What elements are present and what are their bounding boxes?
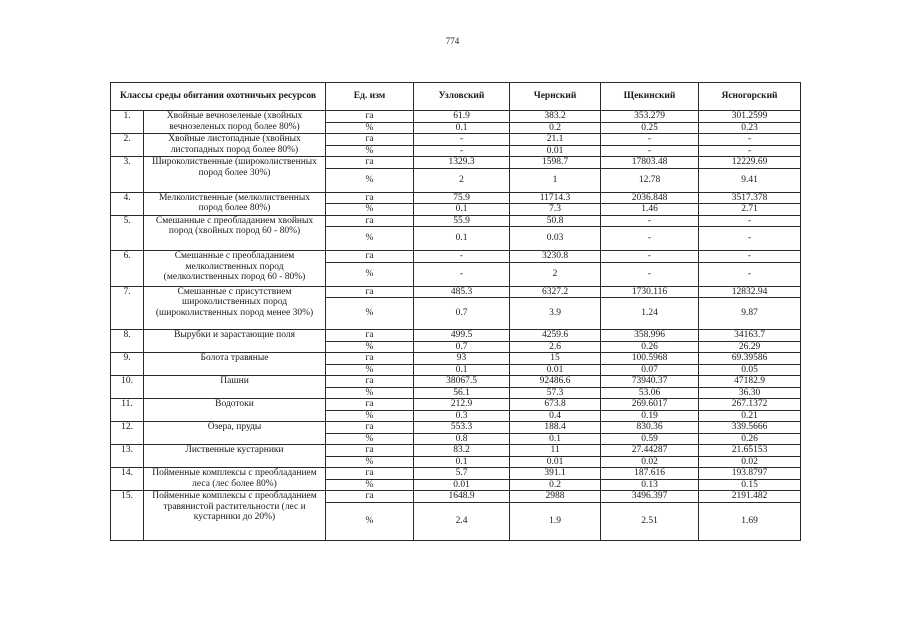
shchekinsky-cell: 0.26 xyxy=(601,341,699,353)
chernsky-cell: 0.2 xyxy=(510,122,601,134)
uzlovsky-cell: 0.8 xyxy=(414,433,510,445)
unit-cell: % xyxy=(326,227,414,251)
row-number: 6. xyxy=(111,251,144,287)
chernsky-cell: 391.1 xyxy=(510,468,601,480)
habitat-class-name: Лиственные кустарники xyxy=(144,445,326,468)
yasnogorsky-cell: - xyxy=(699,227,801,251)
shchekinsky-cell: 2.51 xyxy=(601,502,699,540)
uzlovsky-cell: 2 xyxy=(414,168,510,192)
shchekinsky-cell: 27.44287 xyxy=(601,445,699,457)
chernsky-cell: 383.2 xyxy=(510,111,601,123)
chernsky-cell: 0.03 xyxy=(510,227,601,251)
habitat-class-name: Водотоки xyxy=(144,399,326,422)
row-number: 12. xyxy=(111,422,144,445)
uzlovsky-cell: 0.1 xyxy=(414,227,510,251)
unit-cell: % xyxy=(326,456,414,468)
chernsky-cell: 0.01 xyxy=(510,145,601,157)
table-row xyxy=(111,353,801,365)
row-number: 8. xyxy=(111,330,144,353)
chernsky-cell: 11714.3 xyxy=(510,192,601,204)
habitat-class-name: Хвойные вечнозеленые (хвойных вечнозеленых пород более 80%) xyxy=(144,111,326,134)
unit-cell: га xyxy=(326,215,414,227)
habitat-class-name: Пойменные комплексы с преобладанием травянистой растительности (лес и кустарники до 20%) xyxy=(144,491,326,541)
unit-cell: % xyxy=(326,364,414,376)
header-habitat-class: Классы среды обитания охотничьих ресурсов xyxy=(111,83,326,111)
uzlovsky-cell: 55.9 xyxy=(414,215,510,227)
shchekinsky-cell: 1730.116 xyxy=(601,286,699,298)
table-row xyxy=(111,111,801,123)
chernsky-cell: 3.9 xyxy=(510,298,601,330)
unit-cell: % xyxy=(326,262,414,286)
chernsky-cell: 2 xyxy=(510,262,601,286)
yasnogorsky-cell: 21.65153 xyxy=(699,445,801,457)
shchekinsky-cell: 1.24 xyxy=(601,298,699,330)
uzlovsky-cell: 1329.3 xyxy=(414,157,510,169)
uzlovsky-cell: - xyxy=(414,134,510,146)
shchekinsky-cell: 0.25 xyxy=(601,122,699,134)
uzlovsky-cell: 0.7 xyxy=(414,298,510,330)
unit-cell: % xyxy=(326,168,414,192)
uzlovsky-cell: 0.1 xyxy=(414,204,510,216)
chernsky-cell: 4259.6 xyxy=(510,330,601,342)
habitat-class-name: Пойменные комплексы с преобладанием леса (лес более 80%) xyxy=(144,468,326,491)
shchekinsky-cell: 269.6017 xyxy=(601,399,699,411)
shchekinsky-cell: 3496.397 xyxy=(601,491,699,503)
unit-cell: га xyxy=(326,491,414,503)
header-yasnogorsky: Ясногорский xyxy=(699,83,801,111)
unit-cell: га xyxy=(326,286,414,298)
yasnogorsky-cell: 301.2599 xyxy=(699,111,801,123)
header-row xyxy=(111,83,801,111)
uzlovsky-cell: 75.9 xyxy=(414,192,510,204)
row-number: 10. xyxy=(111,376,144,399)
shchekinsky-cell: 353.279 xyxy=(601,111,699,123)
table-row xyxy=(111,192,801,204)
yasnogorsky-cell: - xyxy=(699,251,801,263)
yasnogorsky-cell: - xyxy=(699,134,801,146)
chernsky-cell: 2.6 xyxy=(510,341,601,353)
uzlovsky-cell: - xyxy=(414,251,510,263)
habitat-classes-table xyxy=(110,82,801,541)
unit-cell: га xyxy=(326,399,414,411)
table-row xyxy=(111,468,801,480)
shchekinsky-cell: 12.78 xyxy=(601,168,699,192)
unit-cell: % xyxy=(326,145,414,157)
uzlovsky-cell: 0.7 xyxy=(414,341,510,353)
uzlovsky-cell: 553.3 xyxy=(414,422,510,434)
unit-cell: га xyxy=(326,330,414,342)
shchekinsky-cell: - xyxy=(601,251,699,263)
habitat-class-name: Смешанные с преобладанием мелколиственных пород (мелколиственных пород 60 - 80%) xyxy=(144,251,326,287)
yasnogorsky-cell: 3517.378 xyxy=(699,192,801,204)
habitat-class-name: Пашни xyxy=(144,376,326,399)
yasnogorsky-cell: 2191.482 xyxy=(699,491,801,503)
uzlovsky-cell: - xyxy=(414,262,510,286)
chernsky-cell: 92486.6 xyxy=(510,376,601,388)
yasnogorsky-cell: 36.30 xyxy=(699,387,801,399)
yasnogorsky-cell: - xyxy=(699,262,801,286)
habitat-class-name: Озера, пруды xyxy=(144,422,326,445)
header-shchekinsky: Щекинский xyxy=(601,83,699,111)
unit-cell: га xyxy=(326,134,414,146)
row-number: 11. xyxy=(111,399,144,422)
unit-cell: га xyxy=(326,111,414,123)
chernsky-cell: 0.01 xyxy=(510,364,601,376)
shchekinsky-cell: - xyxy=(601,145,699,157)
yasnogorsky-cell: 0.26 xyxy=(699,433,801,445)
chernsky-cell: 50.8 xyxy=(510,215,601,227)
row-number: 14. xyxy=(111,468,144,491)
shchekinsky-cell: - xyxy=(601,215,699,227)
yasnogorsky-cell: 47182.9 xyxy=(699,376,801,388)
habitat-class-name: Широколиственные (широколиственных пород более 30%) xyxy=(144,157,326,193)
shchekinsky-cell: 0.19 xyxy=(601,410,699,422)
yasnogorsky-cell: 0.05 xyxy=(699,364,801,376)
table-row xyxy=(111,376,801,388)
chernsky-cell: 673.8 xyxy=(510,399,601,411)
header-uzlovsky: Узловский xyxy=(414,83,510,111)
unit-cell: % xyxy=(326,433,414,445)
unit-cell: % xyxy=(326,502,414,540)
chernsky-cell: 3230.8 xyxy=(510,251,601,263)
row-number: 15. xyxy=(111,491,144,541)
unit-cell: га xyxy=(326,353,414,365)
table-row xyxy=(111,330,801,342)
uzlovsky-cell: 0.3 xyxy=(414,410,510,422)
shchekinsky-cell: - xyxy=(601,134,699,146)
yasnogorsky-cell: - xyxy=(699,145,801,157)
uzlovsky-cell: 61.9 xyxy=(414,111,510,123)
row-number: 13. xyxy=(111,445,144,468)
table-row xyxy=(111,134,801,146)
yasnogorsky-cell: 0.02 xyxy=(699,456,801,468)
uzlovsky-cell: 212.9 xyxy=(414,399,510,411)
shchekinsky-cell: - xyxy=(601,262,699,286)
unit-cell: % xyxy=(326,410,414,422)
table-row xyxy=(111,491,801,503)
unit-cell: га xyxy=(326,157,414,169)
uzlovsky-cell: 0.01 xyxy=(414,479,510,491)
yasnogorsky-cell: - xyxy=(699,215,801,227)
yasnogorsky-cell: 193.8797 xyxy=(699,468,801,480)
shchekinsky-cell: 17803.48 xyxy=(601,157,699,169)
uzlovsky-cell: 0.1 xyxy=(414,364,510,376)
uzlovsky-cell: 83.2 xyxy=(414,445,510,457)
chernsky-cell: 0.1 xyxy=(510,433,601,445)
unit-cell: % xyxy=(326,479,414,491)
row-number: 3. xyxy=(111,157,144,193)
yasnogorsky-cell: 0.21 xyxy=(699,410,801,422)
shchekinsky-cell: 0.59 xyxy=(601,433,699,445)
uzlovsky-cell: - xyxy=(414,145,510,157)
row-number: 2. xyxy=(111,134,144,157)
row-number: 7. xyxy=(111,286,144,330)
row-number: 9. xyxy=(111,353,144,376)
chernsky-cell: 6327.2 xyxy=(510,286,601,298)
chernsky-cell: 11 xyxy=(510,445,601,457)
row-number: 4. xyxy=(111,192,144,215)
shchekinsky-cell: 2036.848 xyxy=(601,192,699,204)
chernsky-cell: 1598.7 xyxy=(510,157,601,169)
shchekinsky-cell: - xyxy=(601,227,699,251)
row-number: 1. xyxy=(111,111,144,134)
uzlovsky-cell: 1648.9 xyxy=(414,491,510,503)
uzlovsky-cell: 5.7 xyxy=(414,468,510,480)
chernsky-cell: 0.4 xyxy=(510,410,601,422)
uzlovsky-cell: 38067.5 xyxy=(414,376,510,388)
habitat-class-name: Хвойные листопадные (хвойных листопадных пород более 80%) xyxy=(144,134,326,157)
chernsky-cell: 57.3 xyxy=(510,387,601,399)
unit-cell: га xyxy=(326,251,414,263)
habitat-class-name: Мелколиственные (мелколиственных пород более 80%) xyxy=(144,192,326,215)
shchekinsky-cell: 53.06 xyxy=(601,387,699,399)
unit-cell: га xyxy=(326,468,414,480)
unit-cell: га xyxy=(326,376,414,388)
table-row xyxy=(111,215,801,227)
unit-cell: % xyxy=(326,204,414,216)
table-row xyxy=(111,251,801,263)
table-row xyxy=(111,157,801,169)
yasnogorsky-cell: 9.87 xyxy=(699,298,801,330)
yasnogorsky-cell: 339.5666 xyxy=(699,422,801,434)
yasnogorsky-cell: 0.23 xyxy=(699,122,801,134)
yasnogorsky-cell: 1.69 xyxy=(699,502,801,540)
header-chernsky: Чернский xyxy=(510,83,601,111)
page-number: 774 xyxy=(445,36,460,46)
yasnogorsky-cell: 9.41 xyxy=(699,168,801,192)
chernsky-cell: 188.4 xyxy=(510,422,601,434)
unit-cell: % xyxy=(326,387,414,399)
yasnogorsky-cell: 69.39586 xyxy=(699,353,801,365)
yasnogorsky-cell: 34163.7 xyxy=(699,330,801,342)
chernsky-cell: 0.01 xyxy=(510,456,601,468)
unit-cell: % xyxy=(326,298,414,330)
chernsky-cell: 7.3 xyxy=(510,204,601,216)
uzlovsky-cell: 56.1 xyxy=(414,387,510,399)
uzlovsky-cell: 2.4 xyxy=(414,502,510,540)
table-row xyxy=(111,399,801,411)
habitat-class-name: Болота травяные xyxy=(144,353,326,376)
uzlovsky-cell: 0.1 xyxy=(414,122,510,134)
uzlovsky-cell: 0.1 xyxy=(414,456,510,468)
shchekinsky-cell: 73940.37 xyxy=(601,376,699,388)
uzlovsky-cell: 485.3 xyxy=(414,286,510,298)
header-unit: Ед. изм xyxy=(326,83,414,111)
row-number: 5. xyxy=(111,215,144,251)
uzlovsky-cell: 93 xyxy=(414,353,510,365)
table-row xyxy=(111,286,801,298)
habitat-class-name: Вырубки и зарастающие поля xyxy=(144,330,326,353)
shchekinsky-cell: 0.13 xyxy=(601,479,699,491)
chernsky-cell: 1.9 xyxy=(510,502,601,540)
unit-cell: га xyxy=(326,422,414,434)
chernsky-cell: 2988 xyxy=(510,491,601,503)
yasnogorsky-cell: 0.15 xyxy=(699,479,801,491)
habitat-class-name: Смешанные с преобладанием хвойных пород (хвойных пород 60 - 80%) xyxy=(144,215,326,251)
chernsky-cell: 1 xyxy=(510,168,601,192)
chernsky-cell: 15 xyxy=(510,353,601,365)
chernsky-cell: 21.1 xyxy=(510,134,601,146)
shchekinsky-cell: 0.07 xyxy=(601,364,699,376)
yasnogorsky-cell: 26.29 xyxy=(699,341,801,353)
unit-cell: % xyxy=(326,341,414,353)
shchekinsky-cell: 100.5968 xyxy=(601,353,699,365)
shchekinsky-cell: 0.02 xyxy=(601,456,699,468)
shchekinsky-cell: 830.36 xyxy=(601,422,699,434)
yasnogorsky-cell: 2.71 xyxy=(699,204,801,216)
unit-cell: га xyxy=(326,192,414,204)
uzlovsky-cell: 499.5 xyxy=(414,330,510,342)
habitat-class-name: Смешанные с присутствием широколиственных пород (широколиственных пород менее 30%) xyxy=(144,286,326,330)
unit-cell: га xyxy=(326,445,414,457)
yasnogorsky-cell: 12229.69 xyxy=(699,157,801,169)
yasnogorsky-cell: 12832.94 xyxy=(699,286,801,298)
shchekinsky-cell: 1.46 xyxy=(601,204,699,216)
chernsky-cell: 0.2 xyxy=(510,479,601,491)
shchekinsky-cell: 358.996 xyxy=(601,330,699,342)
table-row xyxy=(111,445,801,457)
unit-cell: % xyxy=(326,122,414,134)
yasnogorsky-cell: 267.1372 xyxy=(699,399,801,411)
table-row xyxy=(111,422,801,434)
shchekinsky-cell: 187.616 xyxy=(601,468,699,480)
